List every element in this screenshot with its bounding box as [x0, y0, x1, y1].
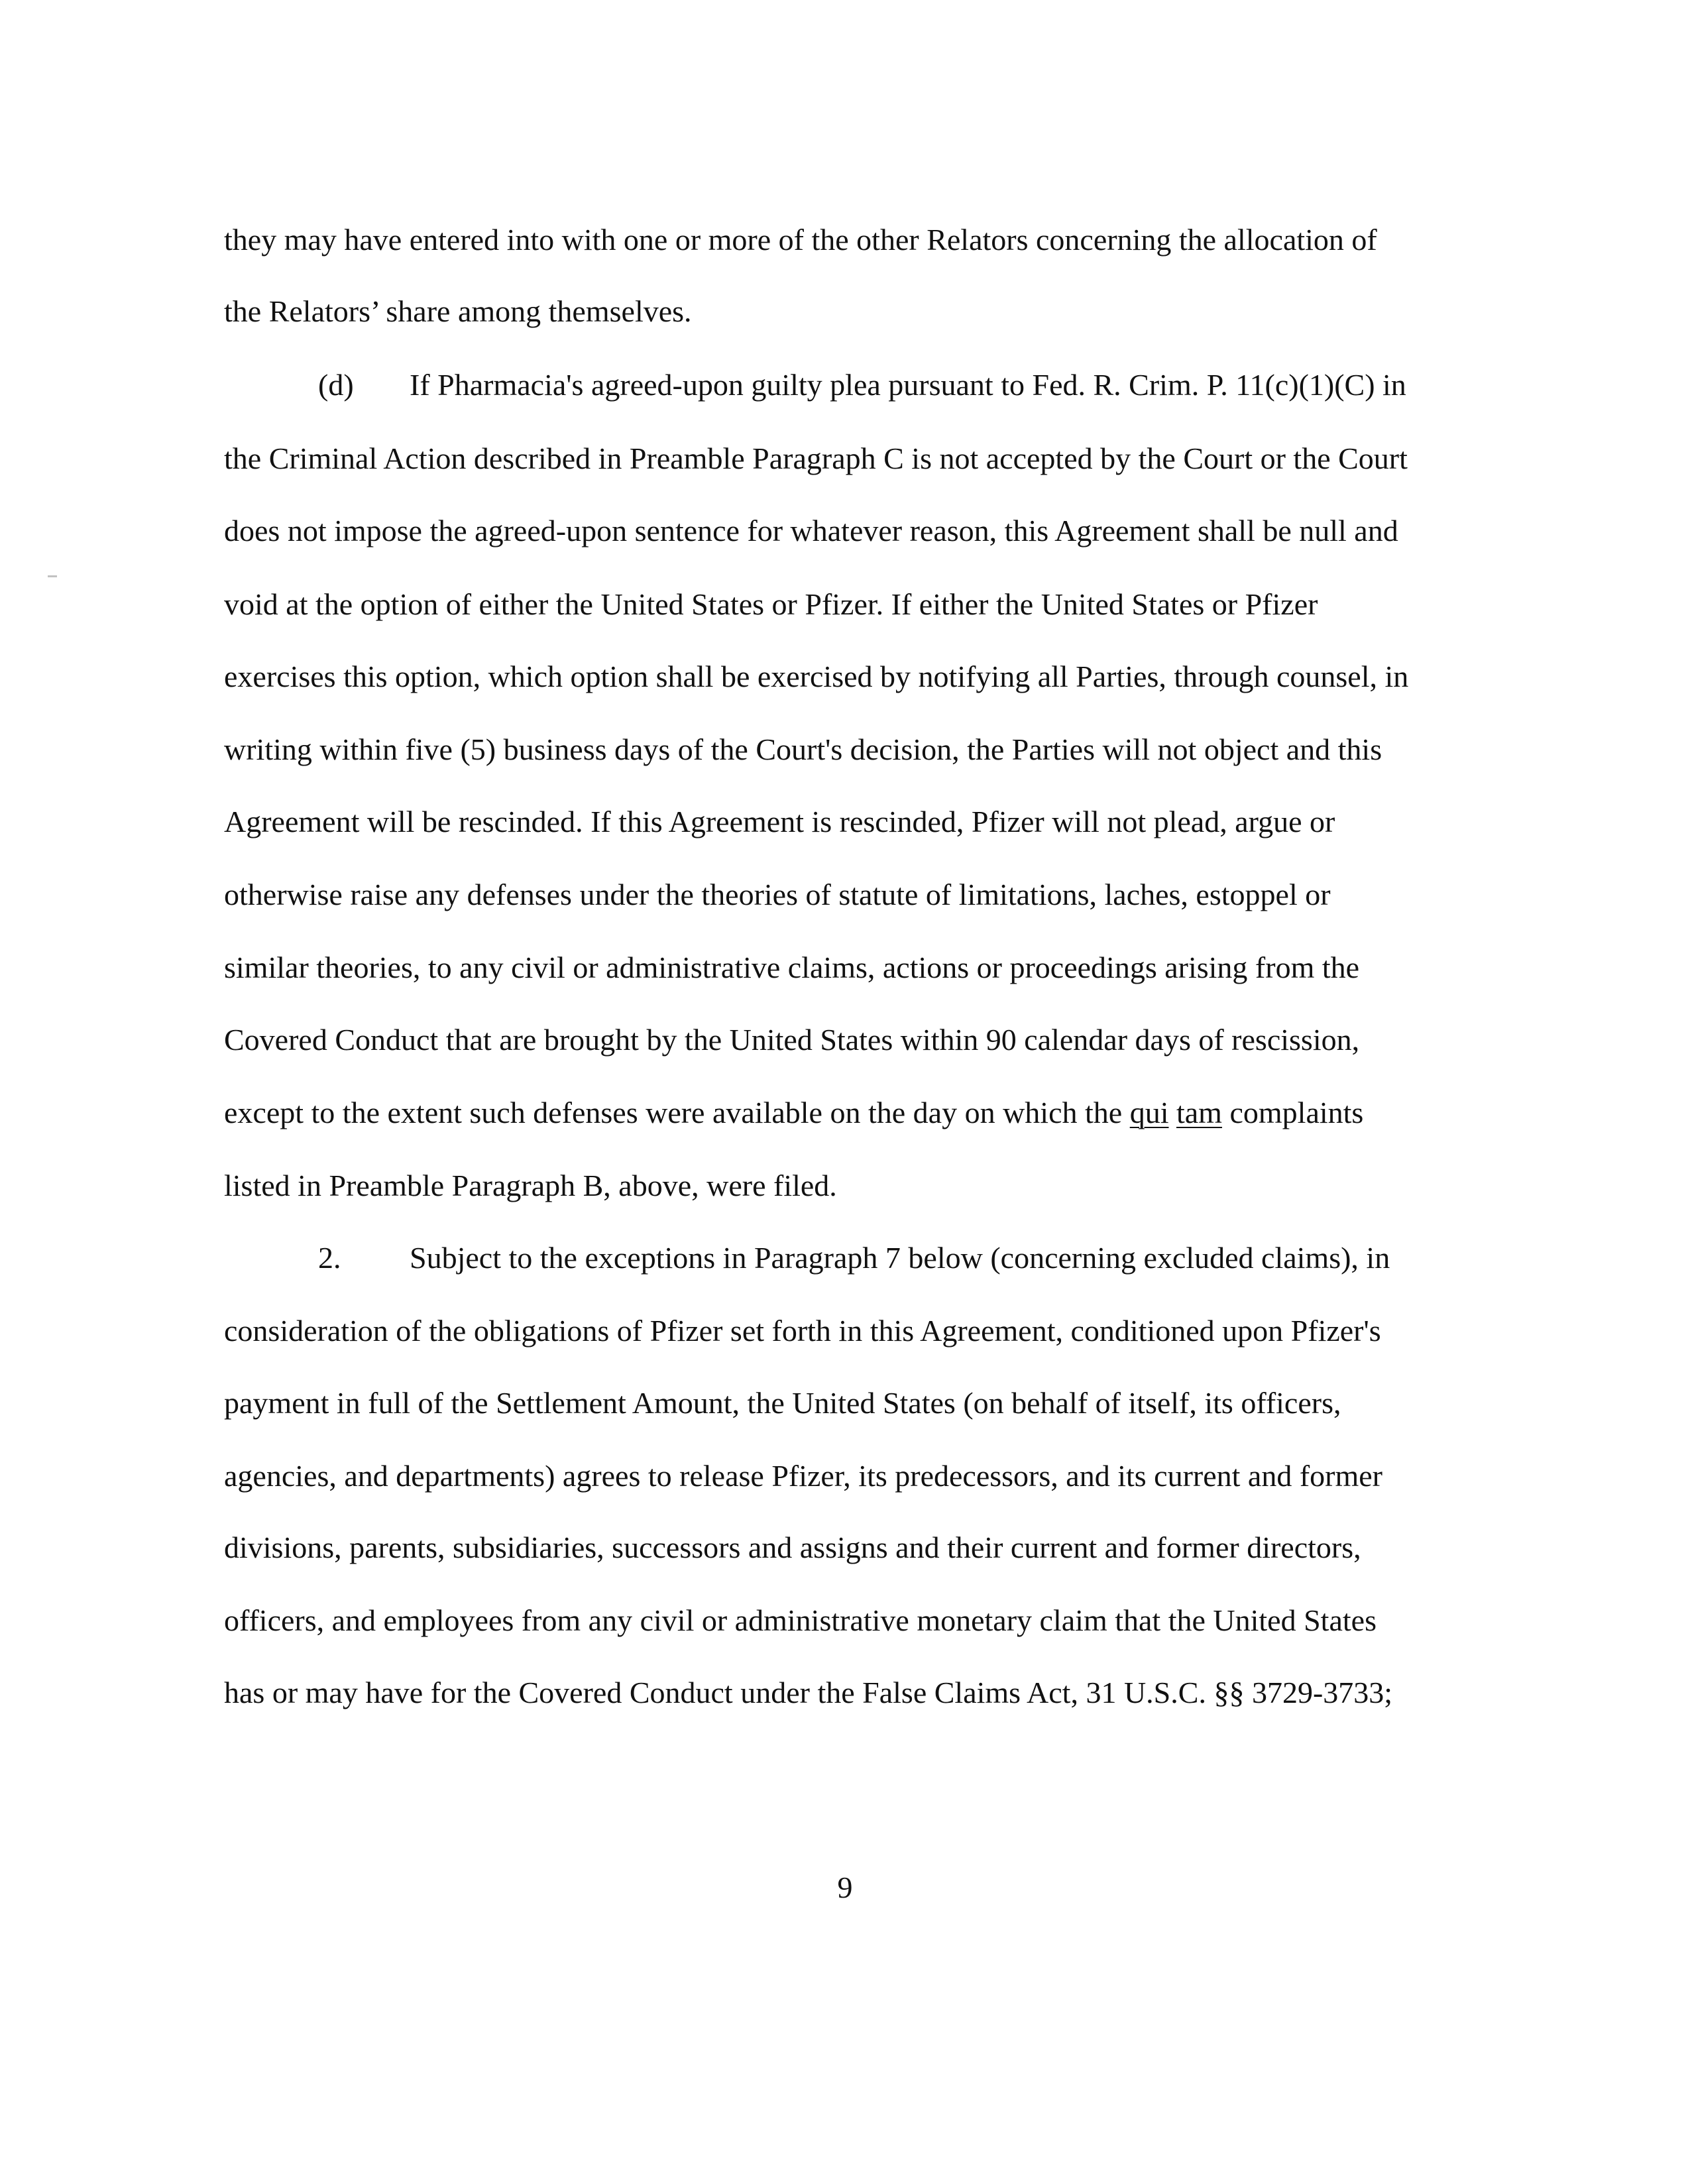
- body-line: does not impose the agreed-upon sentence for whatever reason, this Agreement shall be null and: [224, 514, 1398, 547]
- underlined-qui: qui: [1129, 1096, 1169, 1129]
- body-line: the Criminal Action described in Preamble Paragraph C is not accepted by the Court or the Court: [224, 441, 1408, 475]
- paragraph-2-label: 2.: [318, 1241, 341, 1275]
- line-text: complaints: [1221, 1096, 1364, 1129]
- body-line: writing within five (5) business days of the Court's decision, the Parties will not object and this: [224, 732, 1382, 766]
- line-space: [1168, 1096, 1176, 1129]
- body-line: divisions, parents, subsidiaries, successors and assigns and their current and former directors,: [224, 1530, 1361, 1564]
- body-line: has or may have for the Covered Conduct under the False Claims Act, 31 U.S.C. §§ 3729-3733;: [224, 1676, 1393, 1709]
- body-line: similar theories, to any civil or administrative claims, actions or proceedings arising from the: [224, 950, 1360, 984]
- body-line-qui-tam: [224, 1094, 1363, 1131]
- scan-speck: [48, 575, 57, 577]
- body-line: listed in Preamble Paragraph B, above, were filed.: [224, 1169, 837, 1202]
- body-line: payment in full of the Settlement Amount, the United States (on behalf of itself, its officers,: [224, 1386, 1341, 1420]
- page-number: 9: [837, 1870, 853, 1904]
- body-line: Agreement will be rescinded. If this Agreement is rescinded, Pfizer will not plead, argue or: [224, 805, 1335, 838]
- underlined-tam: tam: [1176, 1096, 1222, 1129]
- body-line: agencies, and departments) agrees to release Pfizer, its predecessors, and its current and former: [224, 1459, 1382, 1493]
- body-line: void at the option of either the United States or Pfizer. If either the United States or Pfizer: [224, 587, 1318, 621]
- body-line: they may have entered into with one or more of the other Relators concerning the allocation of: [224, 223, 1377, 257]
- paragraph-d-first-line: [318, 367, 1406, 404]
- body-line: consideration of the obligations of Pfizer set forth in this Agreement, conditioned upon Pfizer's: [224, 1314, 1381, 1348]
- paragraph-2-text: Subject to the exceptions in Paragraph 7 below (concerning excluded claims), in: [410, 1241, 1390, 1275]
- body-line: exercises this option, which option shall be exercised by notifying all Parties, through counsel, in: [224, 660, 1409, 693]
- paragraph-2-first-line: [318, 1239, 1390, 1277]
- body-line: officers, and employees from any civil or administrative monetary claim that the United States: [224, 1603, 1377, 1637]
- body-line: otherwise raise any defenses under the theories of statute of limitations, laches, estoppel or: [224, 878, 1331, 911]
- body-line: Covered Conduct that are brought by the United States within 90 calendar days of rescission,: [224, 1023, 1360, 1057]
- body-line: the Relators’ share among themselves.: [224, 294, 692, 328]
- paragraph-d-text: If Pharmacia's agreed-upon guilty plea pursuant to Fed. R. Crim. P. 11(c)(1)(C) in: [410, 368, 1406, 402]
- paragraph-d-label: (d): [318, 368, 354, 402]
- line-text: except to the extent such defenses were available on the day on which the: [224, 1096, 1130, 1129]
